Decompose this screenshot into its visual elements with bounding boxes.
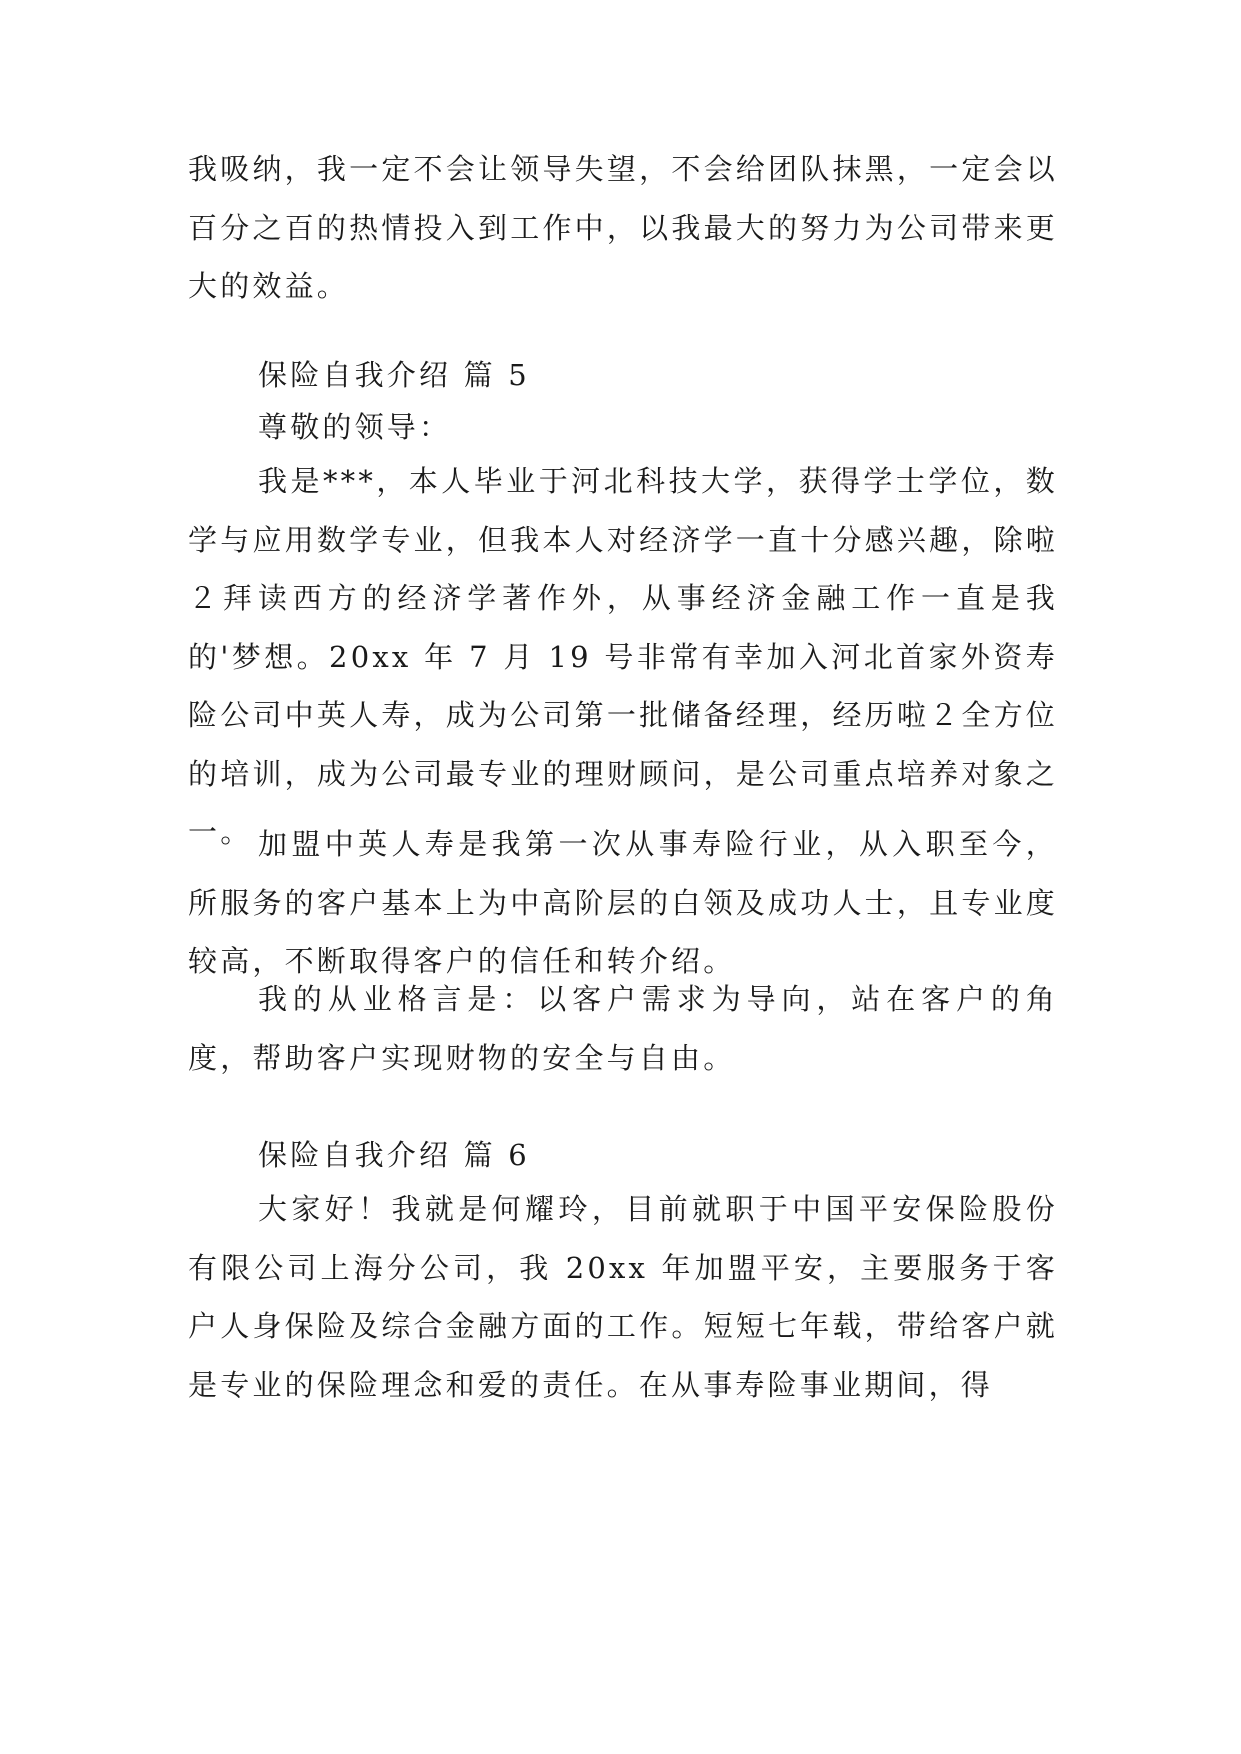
section-6-heading: 保险自我介绍 篇 6 (258, 1138, 530, 1172)
section-5-paragraph-1: 我是***，本人毕业于河北科技大学，获得学士学位，数学与应用数学专业，但我本人对经济学一直十分感兴趣，除啦２拜读西方的经济学著作外，从事经济金融工作一直是我的'梦想。20xx 年 7 月 19 号非常有幸加入河北首家外资寿险公司中英人寿，成为公司第一批储备经理，经历啦２全方位的培训，成为公司最专业的理财顾问，是公司重点培养对象之一。 (188, 464, 1058, 849)
section-5-paragraph-3: 我的从业格言是：以客户需求为导向，站在客户的角度，帮助客户实现财物的安全与自由。 (188, 982, 1058, 1075)
section-5-salutation: 尊敬的领导： (258, 410, 452, 444)
section-6-paragraph-1: 大家好！我就是何耀玲，目前就职于中国平安保险股份有限公司上海分公司，我 20xx 年加盟平安，主要服务于客户人身保险及综合金融方面的工作。短短七年载，带给客户就是专业的保险理念和爱的责任。在从事寿险事业期间，得 (188, 1192, 1058, 1402)
section-5-paragraph-2: 加盟中英人寿是我第一次从事寿险行业，从入职至今，所服务的客户基本上为中高阶层的白领及成功人士，且专业度较高，不断取得客户的信任和转介绍。 (188, 827, 1058, 978)
section-5-heading: 保险自我介绍 篇 5 (258, 358, 530, 392)
intro-paragraph: 我吸纳，我一定不会让领导失望，不会给团队抹黑，一定会以百分之百的热情投入到工作中，以我最大的努力为公司带来更大的效益。 (188, 152, 1058, 303)
